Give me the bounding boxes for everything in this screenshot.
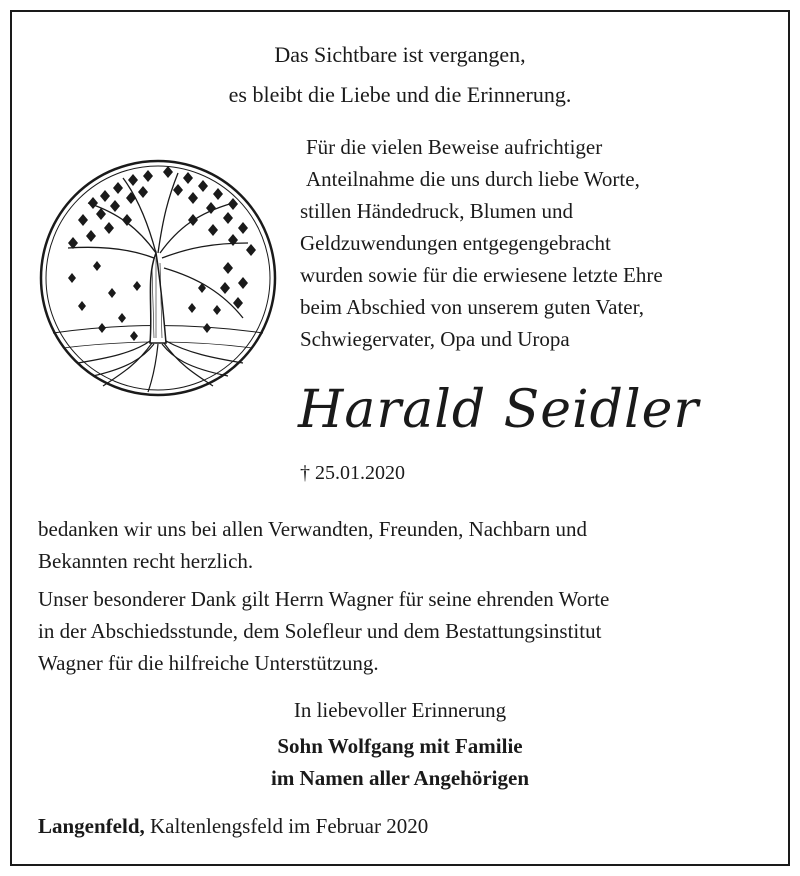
- special-thanks-line-1: Unser besonderer Dank gilt Herrn Wagner für seine ehrenden Worte: [38, 587, 610, 611]
- signer-line-1: Sohn Wolfgang mit Familie: [277, 734, 523, 758]
- intro-line-2: Anteilnahme die uns durch liebe Worte,: [306, 167, 640, 191]
- intro-line-6: beim Abschied von unserem guten Vater,: [300, 295, 645, 319]
- motto-line-2: es bleibt die Liebe und die Erinnerung.: [228, 82, 572, 107]
- intro-line-1: Für die vielen Beweise aufrichtiger: [306, 135, 603, 159]
- place-date: [38, 811, 428, 841]
- special-thanks-line-3: Wagner für die hilfreiche Unterstützung.: [38, 651, 379, 675]
- deceased-name: Harald Seidler: [298, 380, 700, 440]
- thanks-line-2: Bekannten recht herzlich.: [38, 549, 254, 573]
- intro-line-7: Schwiegervater, Opa und Uropa: [300, 327, 570, 351]
- death-date: † 25.01.2020: [300, 462, 405, 484]
- tree-of-life-icon: [38, 158, 278, 398]
- place-rest: Kaltenlengsfeld im Februar 2020: [144, 814, 429, 838]
- signer-line-2: im Namen aller Angehörigen: [270, 766, 529, 790]
- intro-line-3: stillen Händedruck, Blumen und: [300, 199, 573, 223]
- thanks-line-1: bedanken wir uns bei allen Verwandten, Freunden, Nachbarn und: [38, 517, 587, 541]
- motto-line-1: Das Sichtbare ist vergangen,: [274, 42, 526, 67]
- memory-phrase: In liebevoller Erinnerung: [293, 698, 507, 722]
- intro-line-5: wurden sowie für die erwiesene letzte Ehre: [300, 263, 663, 287]
- intro-line-4: Geldzuwendungen entgegengebracht: [300, 231, 611, 255]
- place-bold: Langenfeld,: [38, 814, 145, 838]
- special-thanks-line-2: in der Abschiedsstunde, dem Solefleur und dem Bestattungsinstitut: [38, 619, 602, 643]
